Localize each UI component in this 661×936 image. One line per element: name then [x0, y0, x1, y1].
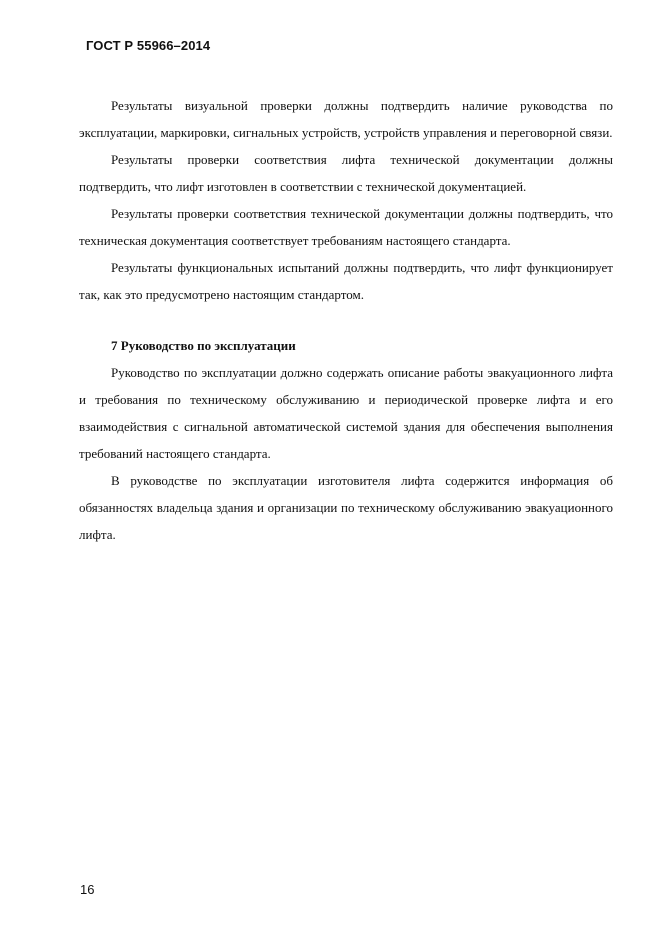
paragraph-functional-tests: Результаты функциональных испытаний должны подтвердить, что лифт функционирует так, как это предусмотрено настоящим стандартом. — [79, 260, 613, 302]
paragraph-standard-compliance: Результаты проверки соответствия технической документации должны подтвердить, что техническая документация соответствует требованиям настоящего стандарта. — [79, 206, 613, 248]
document-code-header: ГОСТ Р 55966–2014 — [86, 38, 211, 53]
page-number: 16 — [80, 882, 95, 897]
paragraph-documentation-compliance: Результаты проверки соответствия лифта технической документации должны подтвердить, что лифт изготовлен в соответствии с технической документацией. — [79, 152, 613, 194]
page-body — [79, 92, 613, 548]
paragraph-visual-check: Результаты визуальной проверки должны подтвердить наличие руководства по эксплуатации, маркировки, сигнальных устройств, устройств управления и переговорной связи. — [79, 98, 613, 140]
paragraph-owner-obligations: В руководстве по эксплуатации изготовителя лифта содержится информация об обязанностях владельца здания и организации по техническому обслуживанию эвакуационного лифта. — [79, 473, 613, 542]
section-heading: 7 Руководство по эксплуатации — [111, 338, 296, 353]
paragraph-manual-content: Руководство по эксплуатации должно содержать описание работы эвакуационного лифта и требования по техническому обслуживанию и периодической проверке лифта и его взаимодействия с сигнальной автоматической системой здания для обеспечения выполнения требований настоящего стандарта. — [79, 365, 613, 461]
